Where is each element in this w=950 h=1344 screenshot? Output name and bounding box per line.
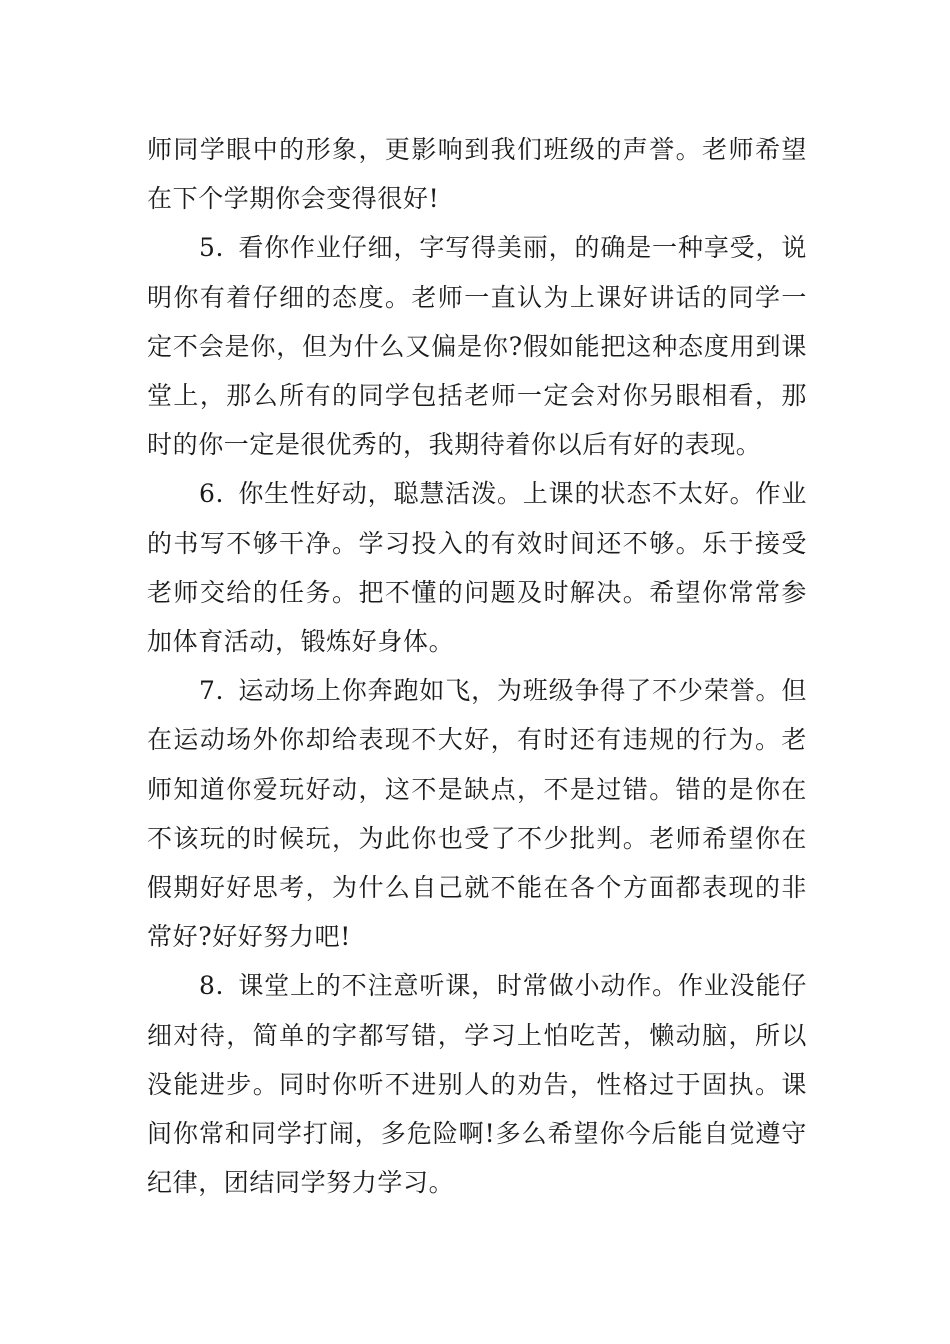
paragraph-text: 你生性好动，聪慧活泼。上课的状态不太好。作业的书写不够干净。学习投入的有效时间还不够。乐于接受老师交给的任务。把不懂的问题及时解决。希望你常常参加体育活动，锻炼好身体。	[147, 479, 807, 657]
paragraph-number: 7.	[199, 676, 225, 706]
paragraph-text: 师同学眼中的形象，更影响到我们班级的声誉。老师希望在下个学期你会变得很好!	[147, 135, 807, 214]
paragraph-continuation	[147, 125, 807, 223]
paragraph-text: 看你作业仔细，字写得美丽，的确是一种享受，说明你有着仔细的态度。老师一直认为上课好讲话的同学一定不会是你，但为什么又偏是你?假如能把这种态度用到课堂上，那么所有的同学包括老师一定会对你另眼相看，那时的你一定是很优秀的，我期待着你以后有好的表现。	[147, 233, 807, 460]
document-body	[147, 125, 807, 1207]
paragraph-text: 课堂上的不注意听课，时常做小动作。作业没能仔细对待，简单的字都写错，学习上怕吃苦，懒动脑，所以没能进步。同时你听不进别人的劝告，性格过于固执。课间你常和同学打闹，多危险啊!多么希望你今后能自觉遵守纪律，团结同学努力学习。	[147, 971, 807, 1198]
paragraph-number: 8.	[199, 971, 225, 1001]
paragraph-7	[147, 666, 807, 961]
paragraph-5	[147, 223, 807, 469]
paragraph-6	[147, 469, 807, 666]
paragraph-number: 6.	[199, 479, 225, 509]
paragraph-text: 运动场上你奔跑如飞，为班级争得了不少荣誉。但在运动场外你却给表现不大好，有时还有违规的行为。老师知道你爱玩好动，这不是缺点，不是过错。错的是你在不该玩的时候玩，为此你也受了不少批判。老师希望你在假期好好思考，为什么自己就不能在各个方面都表现的非常好?好好努力吧!	[147, 676, 807, 952]
paragraph-number: 5.	[199, 233, 225, 263]
paragraph-8	[147, 961, 807, 1207]
